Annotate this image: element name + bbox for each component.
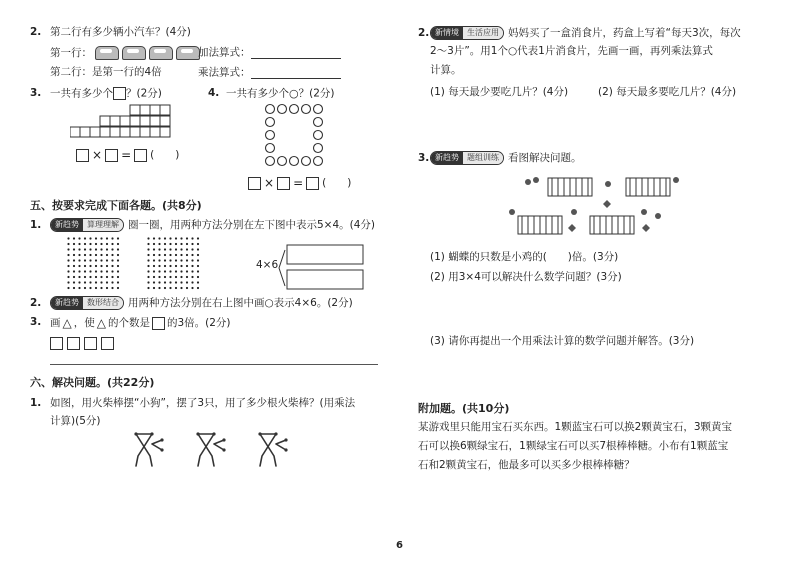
r-q2-number: 2.: [418, 27, 430, 39]
section6-title: 六、解决问题。(共22分): [30, 376, 155, 389]
badge-new-context: 新情境 生活应用: [430, 26, 504, 40]
q3-paren: ( ): [150, 149, 180, 162]
fence: [518, 216, 562, 234]
s5-q1-text: 圈一圈，用两种方法分别在左下图中表示5×4。(4分): [128, 219, 376, 231]
s5-q2: [50, 296, 353, 310]
s6-q1-number: 1.: [30, 397, 42, 409]
s5-q3-text-2: ，使: [73, 317, 95, 330]
fence: [548, 178, 592, 196]
extra-line2: 石可以换6颗绿宝石，1颗绿宝石可以买7根棒棒糖。小布有1颗蓝宝: [418, 440, 729, 452]
matchstick-dog: [136, 434, 162, 466]
r-q2-sub2: (2) 每天最多要吃几片？(4分): [598, 86, 737, 98]
chicks-butterflies-illustration: [508, 172, 684, 246]
add-answer-line[interactable]: [251, 46, 341, 59]
q4-answer-template: [248, 176, 351, 190]
circle-frame: [262, 102, 332, 168]
drawing-line[interactable]: [50, 364, 378, 365]
equals-sign: =: [121, 148, 132, 162]
r-q2-line1-text: 妈妈买了一盒消食片，药盒上写着“每天3次，每次: [508, 27, 741, 39]
s6-q1-line2: 计算)(5分): [50, 415, 101, 427]
s5-q1: [50, 218, 375, 232]
r-q3-sub1: (1) 蝴蝶的只数是小鸡的( )倍。(3分): [430, 251, 619, 263]
square-icon: [113, 87, 126, 100]
car-row-1-label: 第一行：: [50, 47, 92, 59]
fence: [626, 178, 670, 196]
s5-q3: [50, 316, 231, 330]
section5-title: 五、按要求完成下面各题。(共8分): [30, 199, 202, 212]
q3-number: 3.: [30, 87, 42, 99]
matchstick-dogs: [128, 428, 304, 468]
s6-q1-line1: 如图，用火柴棒摆“小狗”，摆了3只，用了多少根火柴棒？(用乘法: [50, 397, 356, 409]
r-q3-text: 看图解决问题。: [508, 152, 582, 164]
q4-question: [226, 87, 334, 100]
dot-grid-left: [66, 236, 122, 292]
s5-q3-number: 3.: [30, 316, 42, 328]
square-icon: [50, 337, 63, 350]
q4-question-pre: 一共有多少个: [226, 87, 289, 100]
badge-new-trend: 新趋势 题组训练: [430, 151, 504, 165]
r-q3-sub2: (2) 用3×4可以解决什么数学问题？(3分): [430, 271, 622, 283]
r-q2-line2: 2～3片”。用1个○代表1片消食片，先画一画，再列乘法算式: [430, 45, 713, 57]
car-row-1: [50, 46, 203, 60]
answer-box[interactable]: [105, 149, 118, 162]
r-q2-sub1: (1) 每天最少要吃几片？(4分): [430, 86, 569, 98]
q4-question-post: ？(2分): [298, 87, 335, 100]
times-sign: ×: [92, 148, 103, 162]
r-q2-line1: [430, 26, 741, 40]
s5-q3-text-3: 的个数是: [107, 317, 150, 330]
square-icon: [101, 337, 114, 350]
add-expression: [198, 46, 341, 59]
car-icon: [176, 46, 200, 60]
s5-q2-number: 2.: [30, 297, 42, 309]
q3-answer-template: [76, 148, 179, 162]
r-q3-sub3: (3) 请你再提出一个用乘法计算的数学问题并解答。(3分): [430, 335, 695, 347]
answer-box[interactable]: [277, 177, 290, 190]
bracket-boxes: [276, 244, 366, 292]
square-icon: [152, 317, 165, 330]
q2-car-question: 第二行有多少辆小汽车？(4分): [50, 26, 191, 38]
q3-question: [50, 87, 162, 100]
page-number: 6: [396, 540, 403, 551]
triangle-icon: △: [62, 316, 72, 330]
car-row-2-label: 第二行：是第一行的4倍: [50, 66, 162, 78]
answer-box[interactable]: [76, 149, 89, 162]
r-q3-number: 3.: [418, 152, 430, 164]
s5-q3-text-1: 画: [50, 317, 61, 330]
square-icon: [67, 337, 80, 350]
badge-new-trend: 新趋势 算理理解: [50, 218, 124, 232]
dot-grid-right: [146, 236, 202, 292]
fence: [590, 216, 634, 234]
answer-box[interactable]: [306, 177, 319, 190]
q4-paren: ( ): [322, 177, 352, 190]
triangle-icon: △: [96, 316, 106, 330]
extra-title: 附加题。(共10分): [418, 402, 510, 415]
q3-question-post: ？(2分): [126, 87, 162, 100]
given-squares: [50, 337, 114, 350]
s5-q3-text-4: 的3倍。(2分): [166, 317, 231, 330]
q3-question-pre: 一共有多少个: [50, 87, 113, 100]
s5-q1-number: 1.: [30, 219, 42, 231]
matchstick-dog: [198, 434, 224, 466]
s5-q1-label: 4×6: [256, 259, 279, 271]
s5-q2-text: 用两种方法分别在右上图中画○表示4×6。(2分): [128, 297, 353, 309]
times-sign: ×: [264, 176, 275, 190]
car-icon: [149, 46, 173, 60]
add-expression-label: 加法算式：: [198, 46, 251, 59]
r-q3-header: [430, 151, 582, 165]
extra-line3: 石和2颗黄宝石，他最多可以买多少根棒棒糖？: [418, 459, 635, 471]
car-icon: [95, 46, 119, 60]
matchstick-dog: [260, 434, 286, 466]
q4-number: 4.: [208, 87, 220, 99]
answer-box[interactable]: [248, 177, 261, 190]
mul-expression-label: 乘法算式：: [198, 66, 251, 79]
car-icon: [122, 46, 146, 60]
r-q2-line3: 计算。: [430, 64, 462, 76]
mul-answer-line[interactable]: [251, 66, 341, 79]
equals-sign: =: [293, 176, 304, 190]
answer-box[interactable]: [134, 149, 147, 162]
circle-icon: ○: [289, 87, 299, 100]
extra-line1: 某游戏里只能用宝石买东西。1颗蓝宝石可以换2颗黄宝石，3颗黄宝: [418, 421, 733, 433]
badge-new-trend: 新趋势 数形结合: [50, 296, 124, 310]
q2-car-number: 2.: [30, 26, 42, 38]
staircase-squares: [70, 104, 180, 140]
mul-expression: [198, 66, 341, 79]
square-icon: [84, 337, 97, 350]
